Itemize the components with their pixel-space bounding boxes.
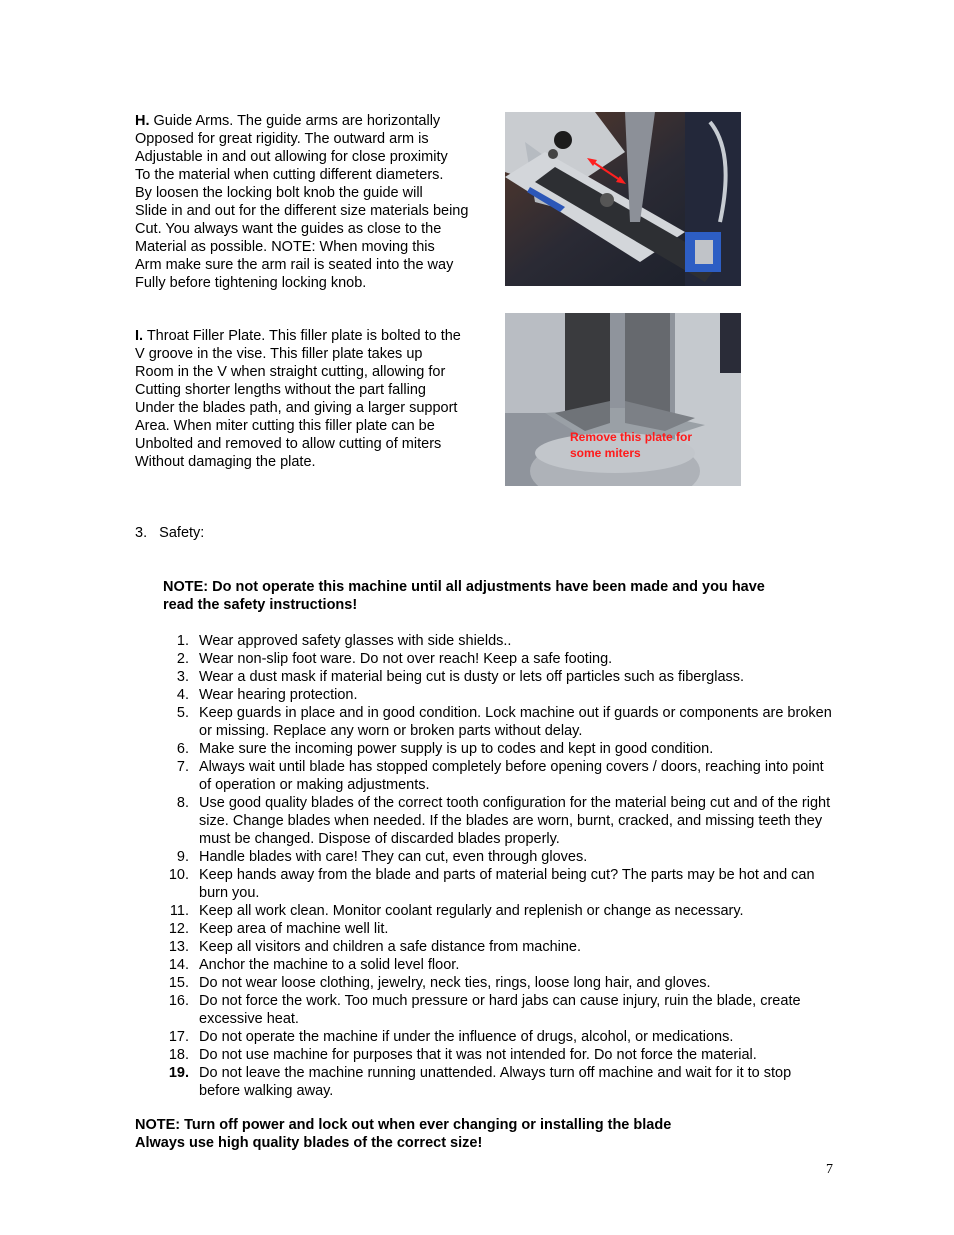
safety-item-text: Make sure the incoming power supply is up to codes and kept in good condition. <box>199 741 714 757</box>
safety-item-text: Always wait until blade has stopped completely before opening covers / doors, reaching into point of operation or making adjustments. <box>199 759 824 793</box>
safety-item <box>163 902 835 920</box>
safety-list <box>163 632 835 1100</box>
safety-heading: 3. Safety: <box>135 525 205 541</box>
safety-item-text: Wear non-slip foot ware. Do not over reach! Keep a safe footing. <box>199 651 613 667</box>
safety-item <box>163 866 835 902</box>
note-bottom: NOTE: Turn off power and lock out when ever changing or installing the blade Always use high quality blades of the correct size! <box>135 1117 672 1151</box>
safety-item-text: Keep guards in place and in good condition. Lock machine out if guards or components are broken or missing. Replace any worn or broken parts without delay. <box>199 705 832 739</box>
safety-item-number: 17. <box>168 1029 189 1045</box>
section-h-text: Guide Arms. The guide arms are horizontally Opposed for great rigidity. The outward arm is Adjustable in and out allowing for close proximity To the material when cutting different diameters. By loosen the locking bolt knob the guide will Slide in and out for the different size materials being Cut. You always want the guides as close to the Material as possible. NOTE: When moving this Arm make sure the arm rail is seated into the way Fully before tightening locking knob. <box>135 113 469 291</box>
safety-item <box>163 848 835 866</box>
throat-filler-plate-photo <box>505 313 741 486</box>
safety-item <box>163 794 835 848</box>
safety-item-number: 7. <box>176 759 189 775</box>
safety-item-number: 6. <box>176 741 189 757</box>
safety-item <box>163 650 835 668</box>
safety-item-text: Keep area of machine well lit. <box>199 921 389 937</box>
section-i-text: Throat Filler Plate. This filler plate is bolted to the V groove in the vise. This filler plate takes up Room in the V when straight cutting, allowing for Cutting shorter lengths without the part falling Under the blades path, and giving a larger support Area. When miter cutting this filler plate can be Unbolted and removed to allow cutting of miters Without damaging the plate. <box>135 328 461 470</box>
safety-item <box>163 1028 835 1046</box>
safety-item <box>163 758 835 794</box>
safety-item <box>163 938 835 956</box>
safety-item-text: Do not leave the machine running unattended. Always turn off machine and wait for it to stop before walking away. <box>199 1065 792 1099</box>
safety-item-text: Anchor the machine to a solid level floor. <box>199 957 460 973</box>
section-i-label: I. <box>135 328 144 344</box>
note-top: NOTE: Do not operate this machine until all adjustments have been made and you have read the safety instructions! <box>163 579 765 613</box>
section-h-label: H. <box>135 113 150 129</box>
safety-item <box>163 1064 835 1100</box>
safety-item-number: 13. <box>168 939 189 955</box>
guide-arms-photo <box>505 112 741 286</box>
safety-item-number: 15. <box>168 975 189 991</box>
safety-item-text: Do not wear loose clothing, jewelry, neck ties, rings, loose long hair, and gloves. <box>199 975 711 991</box>
safety-item-number: 12. <box>168 921 189 937</box>
safety-item-text: Wear a dust mask if material being cut is dusty or lets off particles such as fiberglass. <box>199 669 745 685</box>
safety-item <box>163 704 835 740</box>
safety-item-number: 11. <box>169 903 189 919</box>
plate-caption-line-1: Remove this plate for <box>570 430 693 444</box>
safety-item-text: Wear approved safety glasses with side shields.. <box>199 633 512 649</box>
safety-item <box>163 992 835 1028</box>
safety-item-text: Handle blades with care! They can cut, even through gloves. <box>199 849 588 865</box>
safety-item <box>163 632 835 650</box>
safety-item <box>163 740 835 758</box>
safety-item-number: 14. <box>168 957 189 973</box>
page-number: 7 <box>826 1162 833 1177</box>
safety-item-number: 8. <box>176 795 189 811</box>
safety-item-number: 1. <box>176 633 189 649</box>
safety-item <box>163 956 835 974</box>
safety-item-text: Keep all visitors and children a safe distance from machine. <box>199 939 582 955</box>
safety-item-text: Keep hands away from the blade and parts of material being cut? The parts may be hot and can burn you. <box>199 867 815 901</box>
safety-item <box>163 686 835 704</box>
section-i-paragraph <box>135 327 500 471</box>
safety-item-number: 16. <box>168 993 189 1009</box>
safety-item <box>163 974 835 992</box>
safety-item-number: 3. <box>176 669 189 685</box>
safety-item-number: 18. <box>168 1047 189 1063</box>
safety-item <box>163 1046 835 1064</box>
safety-item-number: 9. <box>176 849 189 865</box>
safety-item-number: 2. <box>176 651 189 667</box>
safety-item-text: Do not force the work. Too much pressure or hard jabs can cause injury, ruin the blade, create excessive heat. <box>199 993 801 1027</box>
safety-item-text: Wear hearing protection. <box>199 687 358 703</box>
safety-item-text: Do not use machine for purposes that it was not intended for. Do not force the material. <box>199 1047 757 1063</box>
safety-item-number: 10. <box>168 867 189 883</box>
plate-caption-line-2: some miters <box>570 446 641 460</box>
safety-item-number: 19. <box>168 1065 189 1081</box>
section-h-paragraph <box>135 112 500 292</box>
safety-item-number: 4. <box>176 687 189 703</box>
safety-item <box>163 668 835 686</box>
safety-item-number: 5. <box>176 705 189 721</box>
safety-item-text: Do not operate the machine if under the influence of drugs, alcohol, or medications. <box>199 1029 734 1045</box>
safety-item <box>163 920 835 938</box>
safety-item-text: Keep all work clean. Monitor coolant regularly and replenish or change as necessary. <box>199 903 744 919</box>
safety-item-text: Use good quality blades of the correct tooth configuration for the material being cut and of the right size. Change blades when needed. If the blades are worn, burnt, cracked, and missing teeth they must be changed. Dispose of discarded blades properly. <box>199 795 831 847</box>
